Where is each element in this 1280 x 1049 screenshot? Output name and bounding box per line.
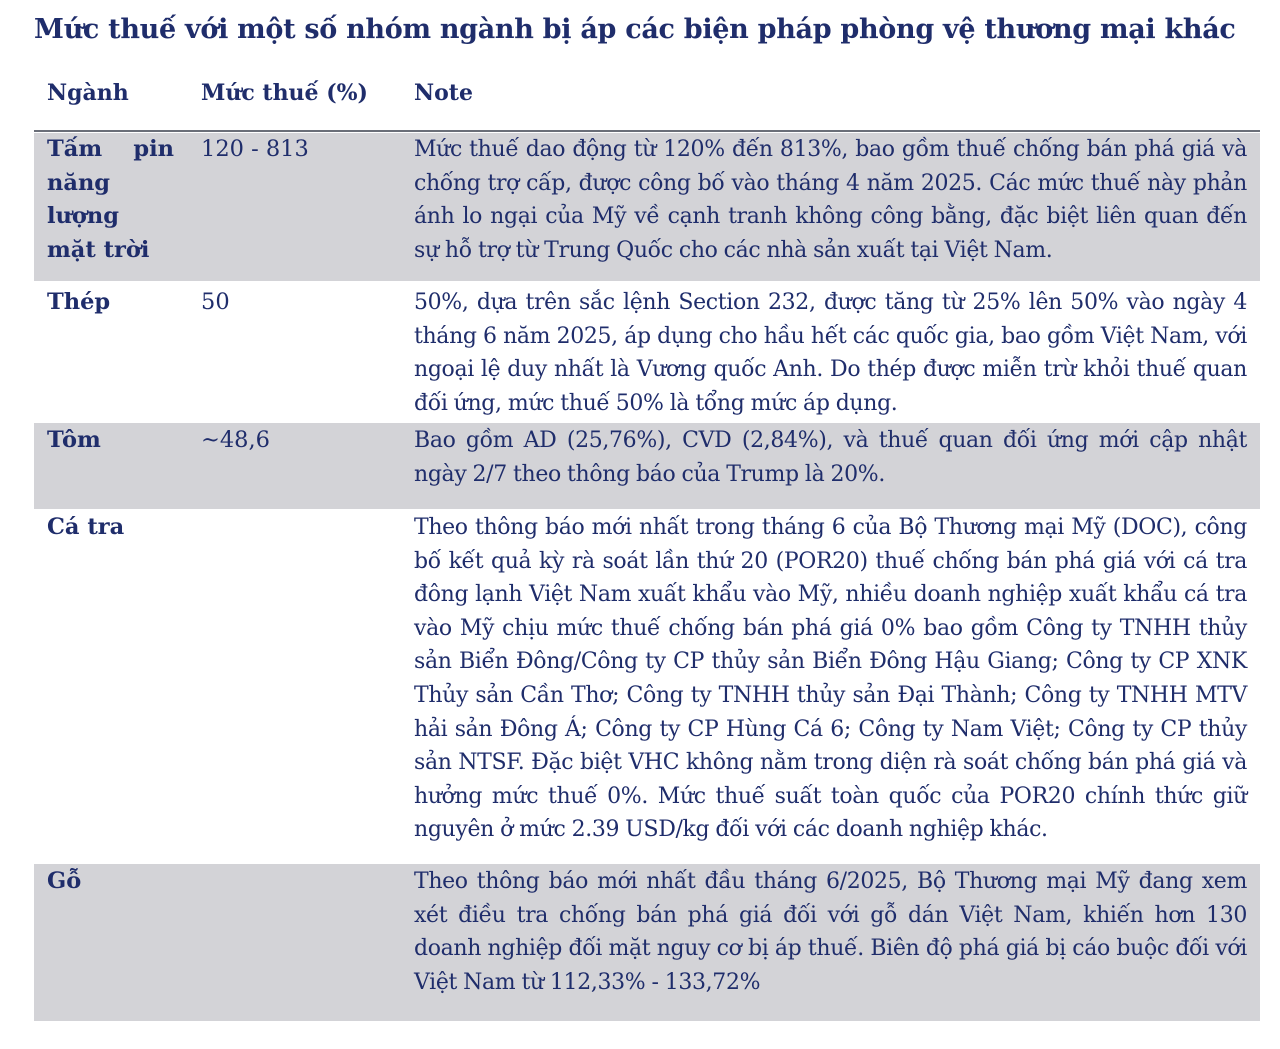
row-note: Bao gồm AD (25,76%), CVD (2,84%), và thuế quan đối ứng mới cập nhật ngày 2/7 theo thông báo của Trump là 20%. (414, 428, 1247, 487)
row-sector: Tấm pin năng lượng mặt trời (47, 136, 174, 263)
table-row (34, 864, 1260, 1021)
row-sector: Cá tra (47, 514, 125, 540)
row-note: Theo thông báo mới nhất đầu tháng 6/2025, Bộ Thương mại Mỹ đang xem xét điều tra chống bán phá giá đối với gỗ dán Việt Nam, khiến hơn 130 doanh nghiệp đối mặt nguy cơ bị áp thuế. Biên độ phá giá bị cáo buộc đối với Việt Nam từ 112,33% - 133,72% (414, 869, 1247, 995)
row-rate: 120 - 813 (201, 136, 309, 162)
header-note: Note (414, 80, 473, 106)
table-row (34, 133, 1260, 281)
table-header (34, 78, 1260, 132)
row-rate: 50 (201, 289, 230, 315)
table-row (34, 509, 1260, 864)
row-sector: Gỗ (47, 868, 82, 894)
row-note: Mức thuế dao động từ 120% đến 813%, bao gồm thuế chống bán phá giá và chống trợ cấp, được công bố vào tháng 4 năm 2025. Các mức thuế này phản ánh lo ngại của Mỹ về cạnh tranh không công bằng, đặc biệt liên quan đến sự hỗ trợ từ Trung Quốc cho các nhà sản xuất tại Việt Nam. (414, 137, 1247, 263)
row-note: 50%, dựa trên sắc lệnh Section 232, được tăng từ 25% lên 50% vào ngày 4 tháng 6 năm 2025, áp dụng cho hầu hết các quốc gia, bao gồm Việt Nam, với ngoại lệ duy nhất là Vương quốc Anh. Do thép được miễn trừ khỏi thuế quan đối ứng, mức thuế 50% là tổng mức áp dụng. (414, 290, 1247, 416)
table-row (34, 281, 1260, 423)
row-sector: Thép (47, 289, 111, 315)
row-rate: ~48,6 (201, 427, 270, 453)
page-title: Mức thuế với một số nhóm ngành bị áp các biện pháp phòng vệ thương mại khác (34, 14, 1236, 45)
table-row (34, 423, 1260, 509)
row-note: Theo thông báo mới nhất trong tháng 6 của Bộ Thương mại Mỹ (DOC), công bố kết quả kỳ rà soát lần thứ 20 (POR20) thuế chống bán phá giá với cá tra đông lạnh Việt Nam xuất khẩu vào Mỹ, nhiều doanh nghiệp xuất khẩu cá tra vào Mỹ chịu mức thuế chống bán phá giá 0% bao gồm Công ty TNHH thủy sản Biển Đông/Công ty CP thủy sản Biển Đông Hậu Giang; Công ty CP XNK Thủy sản Cần Thơ; Công ty TNHH thủy sản Đại Thành; Công ty TNHH MTV hải sản Đông Á; Công ty CP Hùng Cá 6; Công ty Nam Việt; Công ty CP thủy sản NTSF. Đặc biệt VHC không nằm trong diện rà soát chống bán phá giá và hưởng mức thuế 0%. Mức thuế suất toàn quốc của POR20 chính thức giữ nguyên ở mức 2.39 USD/kg đối với các doanh nghiệp khác. (414, 515, 1247, 843)
row-sector: Tôm (47, 427, 101, 453)
header-rate: Mức thuế (%) (201, 80, 368, 106)
header-sector: Ngành (47, 80, 129, 106)
